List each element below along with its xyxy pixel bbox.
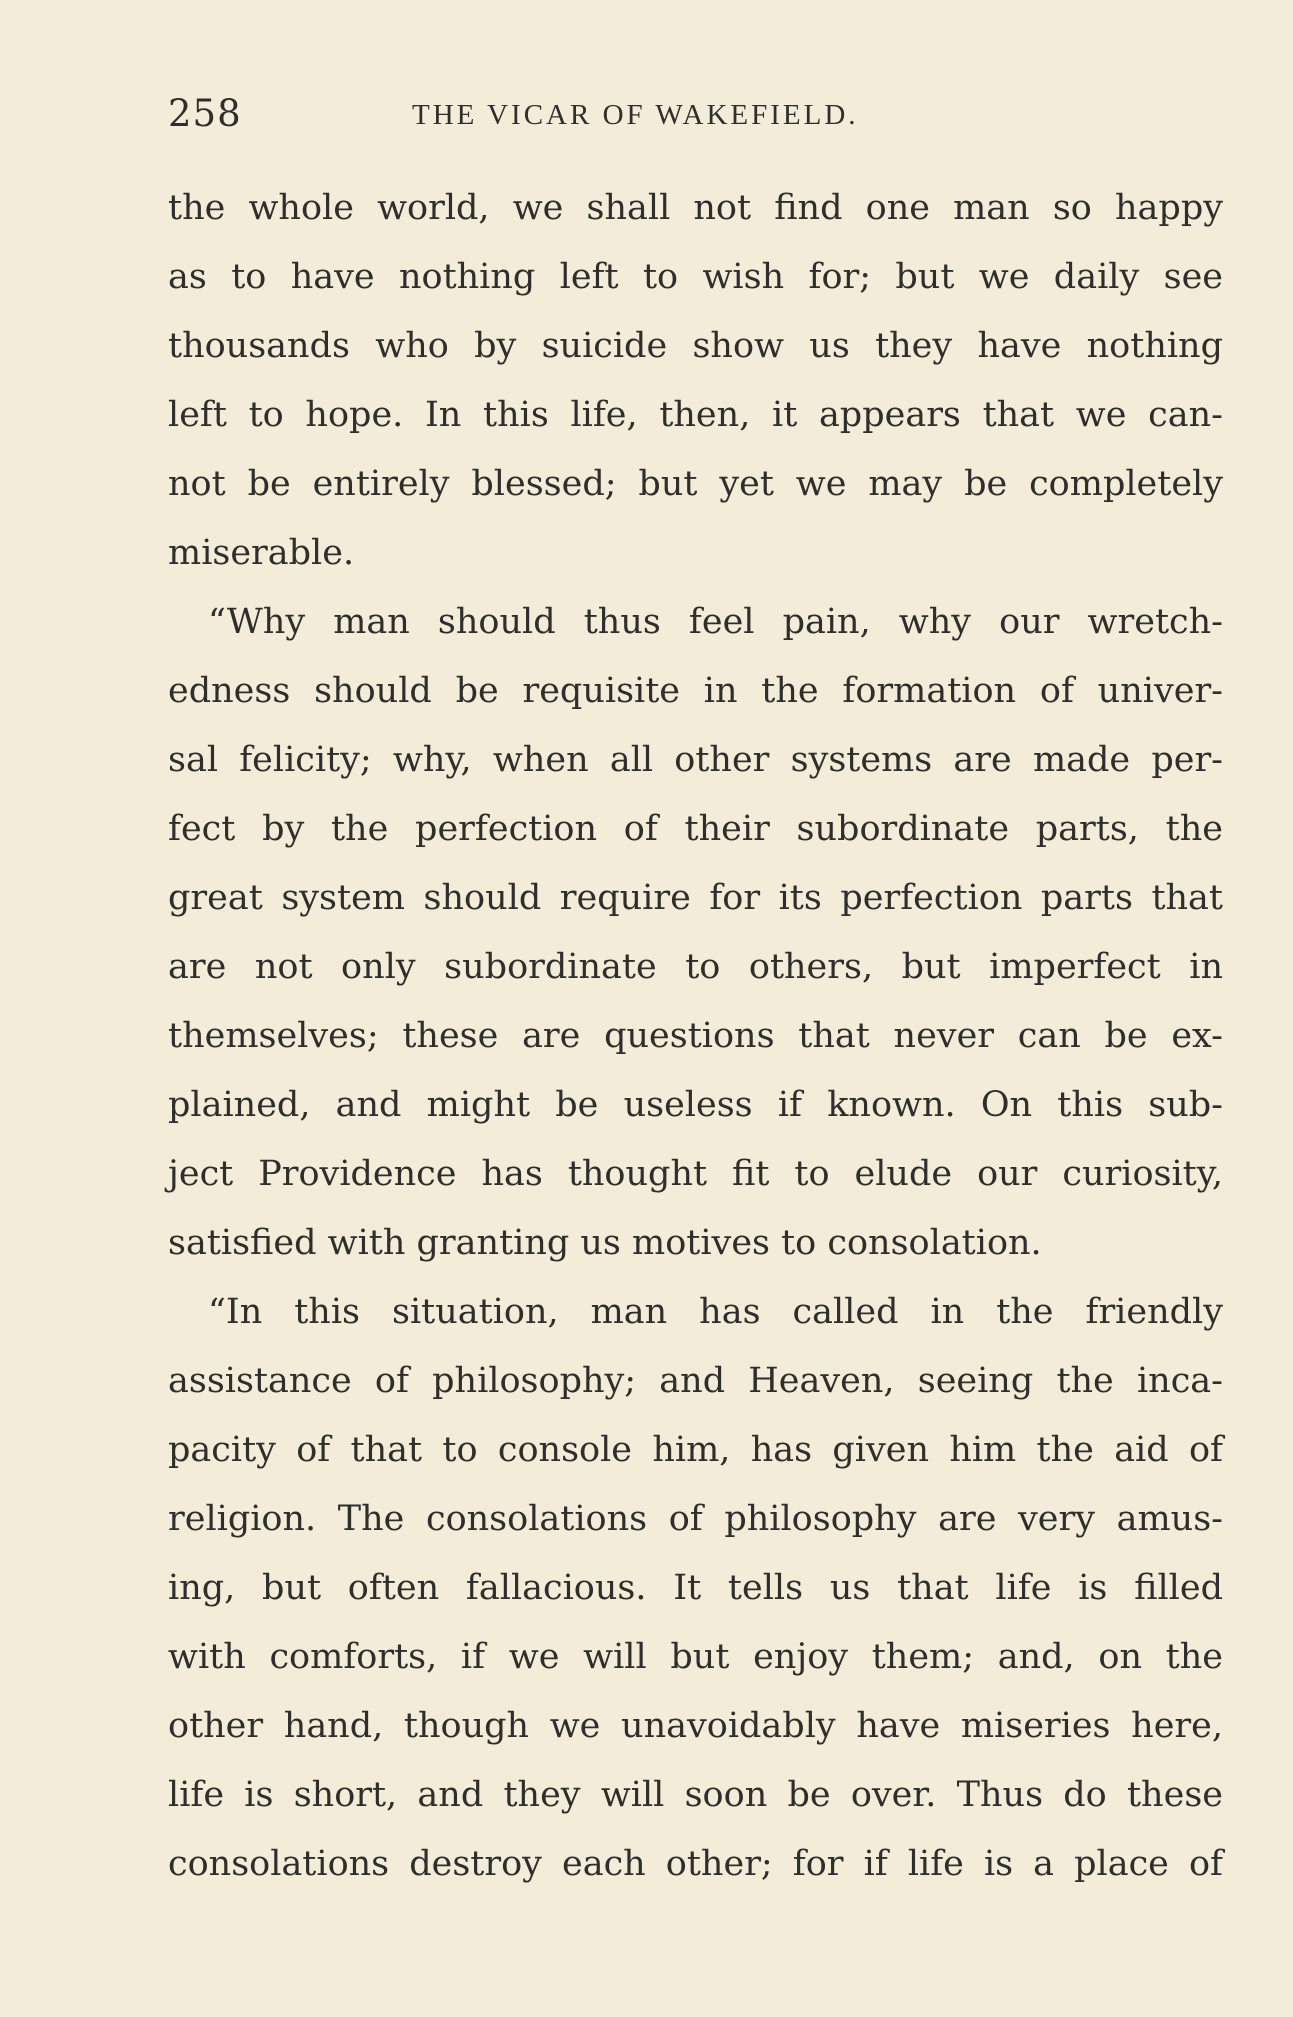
text-line: as to have nothing left to wish for; but we daily see (168, 257, 1223, 297)
text-line: left to hope. In this life, then, it appears that we can- (168, 395, 1223, 435)
text-line: with comforts, if we will but enjoy them; and, on the (168, 1637, 1223, 1677)
text-line: “Why man should thus feel pain, why our wretch- (208, 602, 1223, 642)
text-line: fect by the perfection of their subordinate parts, the (168, 809, 1223, 849)
text-line: consolations destroy each other; for if life is a place of (168, 1844, 1223, 1884)
text-line: satisfied with granting us motives to consolation. (168, 1223, 1042, 1263)
text-line: ing, but often fallacious. It tells us that life is filled (168, 1568, 1223, 1608)
text-line: “In this situation, man has called in the friendly (208, 1292, 1223, 1332)
text-line: great system should require for its perfection parts that (168, 878, 1223, 918)
text-line: are not only subordinate to others, but imperfect in (168, 947, 1223, 987)
text-line: other hand, though we unavoidably have miseries here, (168, 1706, 1223, 1746)
text-line: miserable. (168, 533, 355, 573)
text-line: themselves; these are questions that never can be ex- (168, 1016, 1223, 1056)
text-line: religion. The consolations of philosophy are very amus- (168, 1499, 1223, 1539)
text-line: thousands who by suicide show us they have nothing (168, 326, 1223, 366)
text-line: assistance of philosophy; and Heaven, seeing the inca- (168, 1361, 1223, 1401)
text-line: plained, and might be useless if known. On this sub- (168, 1085, 1223, 1125)
running-head (168, 92, 1223, 142)
text-line: pacity of that to console him, has given him the aid of (168, 1430, 1223, 1470)
text-line: ject Providence has thought fit to elude our curiosity, (168, 1154, 1223, 1194)
page-number: 258 (168, 92, 242, 135)
text-line: the whole world, we shall not find one man so happy (168, 188, 1223, 228)
text-line: life is short, and they will soon be over. Thus do these (168, 1775, 1223, 1815)
book-title: THE VICAR OF WAKEFIELD. (412, 99, 859, 131)
text-line: not be entirely blessed; but yet we may be completely (168, 464, 1223, 504)
text-line: edness should be requisite in the formation of univer- (168, 671, 1223, 711)
text-line: sal felicity; why, when all other systems are made per- (168, 740, 1223, 780)
